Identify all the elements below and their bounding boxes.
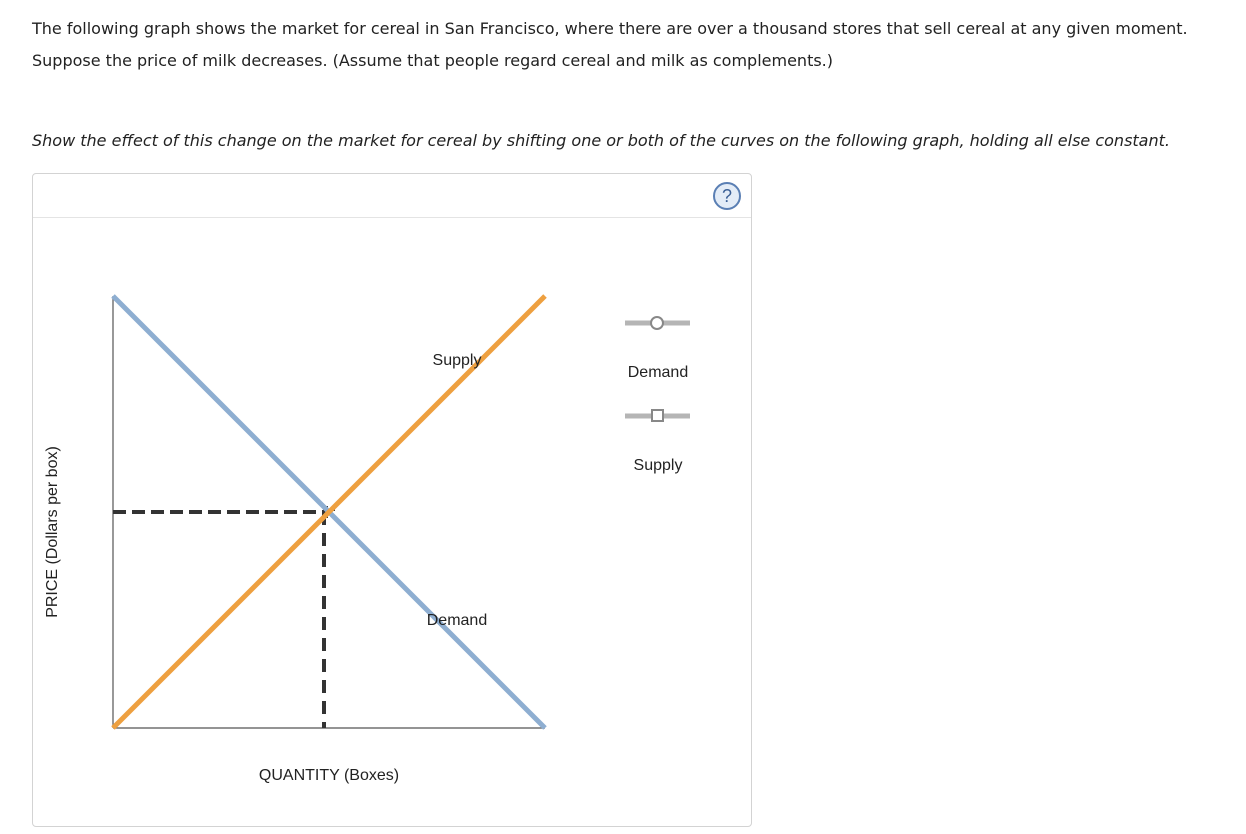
supply-demand-graph <box>33 174 751 826</box>
palette-supply-tool[interactable] <box>625 410 690 474</box>
demand-curve-label: Demand <box>426 612 488 629</box>
palette-demand-tool[interactable] <box>625 317 690 381</box>
help-icon[interactable]: ? <box>713 182 741 210</box>
question-text-line-1: The following graph shows the market for cereal in San Francisco, where there are over a thousand stores that sell cereal at any given moment. <box>32 19 1188 38</box>
instruction-text: Show the effect of this change on the market for cereal by shifting one or both of the curves on the following graph, holding all else constant. <box>32 131 1170 150</box>
palette-supply-label: Supply <box>633 457 683 474</box>
supply-curve-label: Supply <box>432 352 482 369</box>
x-axis-label: QUANTITY (Boxes) <box>258 767 400 784</box>
circle-marker-icon <box>651 317 663 329</box>
graph-panel <box>32 173 752 827</box>
y-axis-label: PRICE (Dollars per box) <box>44 446 61 618</box>
question-text-line-2: Suppose the price of milk decreases. (Assume that people regard cereal and milk as complements.) <box>32 51 834 70</box>
palette-demand-label: Demand <box>627 364 689 381</box>
square-marker-icon <box>652 410 663 421</box>
